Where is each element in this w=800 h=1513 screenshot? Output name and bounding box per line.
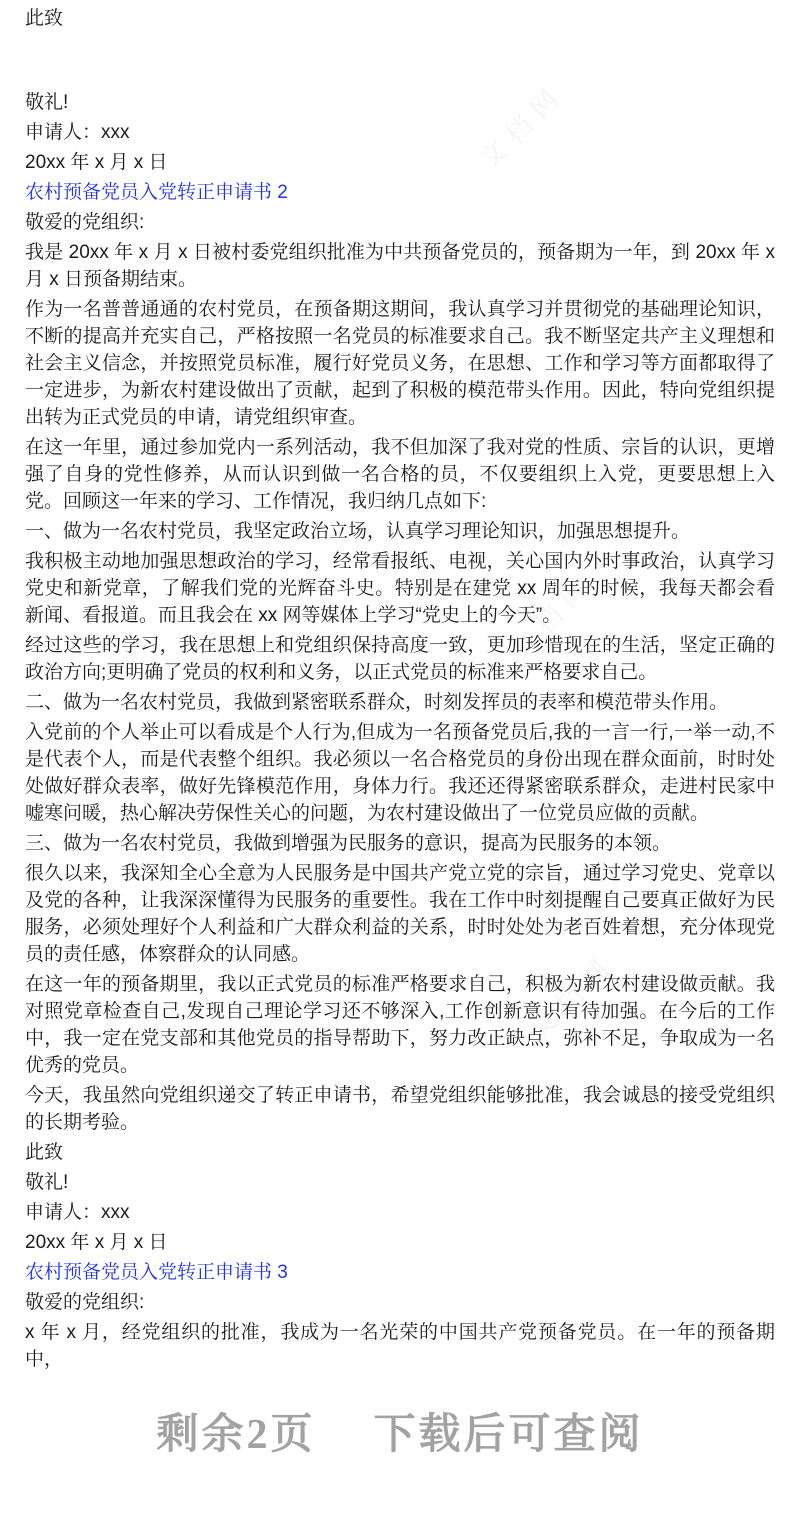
remaining-pages-notice (0, 1401, 800, 1461)
download-note-label: 下载后可查阅 (373, 1412, 644, 1458)
paragraph-summary-2: 作为一名普普通通的农村党员，在预备期这期间，我认真学习并贯彻党的基础理论知识，不断的提高并充实自己，严格按照一名党员的标准要求自己。我不断坚定共产主义理想和社会主义信念，并按照党员标准，履行好党员义务，在思想、工作和学习等方面都取得了一定进步，为新农村建设做出了贡献，起到了积极的模范带头作用。因此，特向党组织提出转为正式党员的申请，请党组织审查。 (25, 299, 775, 428)
paragraph-intro-3: x 年 x 月，经党组织的批准，我成为一名光荣的中国共产党预备党员。在一年的预备期中， (25, 1322, 775, 1370)
blank-gap (25, 35, 775, 89)
paragraph-intro-2: 我是 20xx 年 x 月 x 日被村委党组织批准为中共预备党员的，预备期为一年，到 20xx 年 x 月 x 日预备期结束。 (25, 242, 775, 290)
closing-cizhi-2: 此致 (25, 1142, 64, 1163)
date-line-1: 20xx 年 x 月 x 日 (25, 152, 168, 173)
section-title-link-2[interactable]: 农村预备党员入党转正申请书 2 (25, 182, 288, 203)
closing-jingli-1: 敬礼! (25, 92, 69, 113)
paragraph-point-1a: 我积极主动地加强思想政治的学习，经常看报纸、电视，关心国内外时事政治，认真学习党史和新党章，了解我们党的光辉奋斗史。特别是在建党 xx 周年的时候，我每天都会看新闻、看报道。而且我会在 xx 网等媒体上学习“党史上的今天”。 (25, 551, 775, 626)
applicant-line-1: 申请人：xxx (25, 122, 130, 143)
paragraph-point-1b: 经过这些的学习，我在思想上和党组织保持高度一致，更加珍惜现在的生活，坚定正确的政治方向;更明确了党员的权利和义务，以正式党员的标准来严格要求自己。 (25, 635, 775, 683)
paragraph-point-2a: 入党前的个人举止可以看成是个人行为,但成为一名预备党员后,我的一言一行,一举一动,不是代表个人，而是代表整个组织。我必须以一名合格党员的身份出现在群众面前，时时处处做好群众表率，做好先锋模范作用，身体力行。我还还得紧密联系群众，走进村民家中嘘寒问暖，热心解决劳保性关心的问题，为农村建设做出了一位党员应做的贡献。 (25, 722, 775, 824)
salutation-3: 敬爱的党组织: (25, 1292, 145, 1313)
pages-left-label: 剩余2页 (156, 1412, 316, 1458)
subheading-point-3: 三、做为一名农村党员，我做到增强为民服务的意识，提高为民服务的本领。 (25, 833, 672, 854)
closing-jingli-2: 敬礼! (25, 1172, 69, 1193)
paragraph-self-check: 在这一年的预备期里，我以正式党员的标准严格要求自己，积极为新农村建设做贡献。我对照党章检查自己,发现自己理论学习还不够深入,工作创新意识有待加强。在今后的工作中，我一定在党支部和其他党员的指导帮助下，努力改正缺点，弥补不足，争取成为一名优秀的党员。 (25, 974, 775, 1076)
paragraph-review-2: 在这一年里，通过参加党内一系列活动，我不但加深了我对党的性质、宗旨的认识，更增强了自身的党性修养，从而认识到做一名合格的员，不仅要组织上入党，更要思想上入党。回顾这一年来的学习、工作情况，我归纳几点如下: (25, 437, 775, 512)
watermark: 文档网 (523, 947, 622, 1045)
closing-cizhi-1: 此致 (25, 8, 64, 29)
salutation-2: 敬爱的党组织: (25, 212, 145, 233)
paragraph-point-3a: 很久以来，我深知全心全意为人民服务是中国共产党立党的宗旨，通过学习党史、党章以及党的各种，让我深深懂得为民服务的重要性。我在工作中时刻提醒自己要真正做好为民服务，必须处理好个人利益和广大群众利益的关系，时时处处为老百姓着想，充分体现党员的责任感，体察群众的认同感。 (25, 863, 775, 965)
date-line-2: 20xx 年 x 月 x 日 (25, 1232, 168, 1253)
subheading-point-1: 一、做为一名农村党员，我坚定政治立场，认真学习理论知识，加强思想提升。 (25, 521, 691, 542)
watermark: 文档网 (473, 77, 572, 175)
watermark: 文档网 (503, 567, 602, 665)
section-title-link-3[interactable]: 农村预备党员入党转正申请书 3 (25, 1262, 288, 1283)
paragraph-request: 今天，我虽然向党组织递交了转正申请书，希望党组织能够批准，我会诚恳的接受党组织的长期考验。 (25, 1085, 775, 1133)
applicant-line-2: 申请人：xxx (25, 1202, 130, 1223)
subheading-point-2: 二、做为一名农村党员，我做到紧密联系群众，时刻发挥员的表率和模范带头作用。 (25, 692, 729, 713)
